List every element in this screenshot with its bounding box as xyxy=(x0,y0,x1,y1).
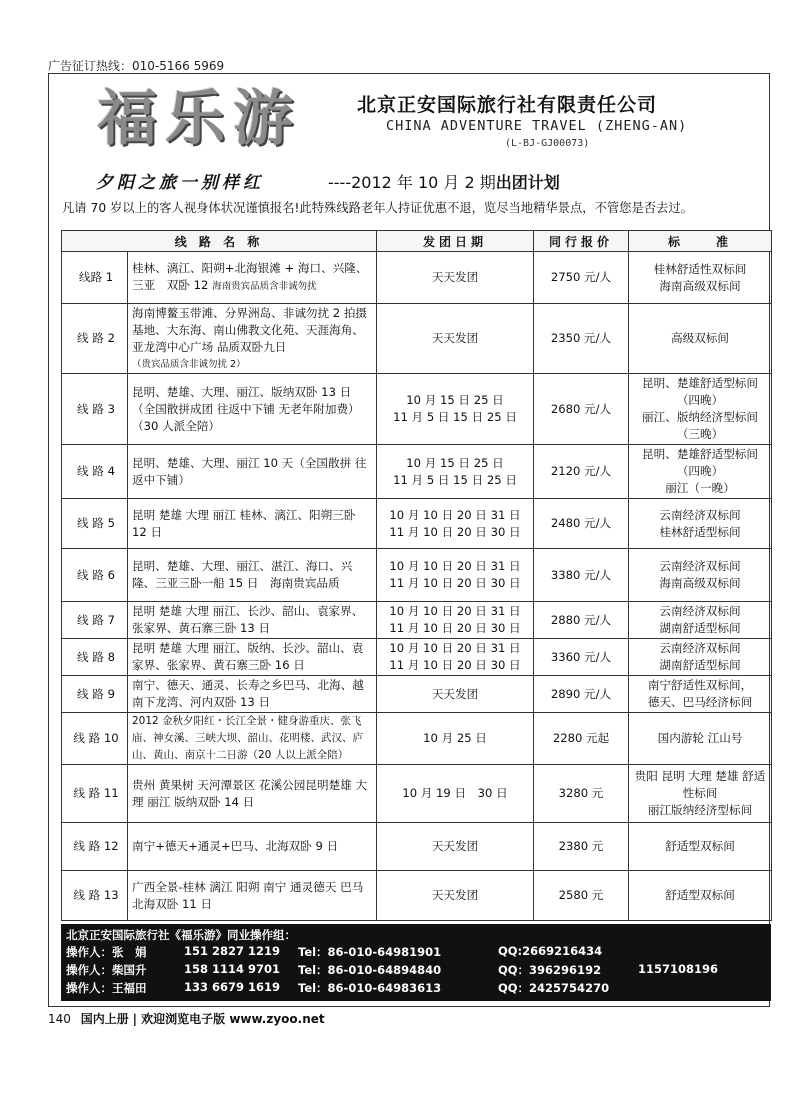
route-dates: 10 月 25 日 xyxy=(377,713,534,765)
route-desc: 昆明 楚雄 大理 丽江 桂林、漓江、阳朔三卧 12 日 xyxy=(128,499,377,549)
operator-name: 操作人：张 娟 xyxy=(66,945,147,959)
table-row xyxy=(62,765,772,823)
route-dates: 10 月 19 日 30 日 xyxy=(377,765,534,823)
table-row xyxy=(62,676,772,713)
operator-tel: Tel：86-010-64894840 xyxy=(298,963,442,977)
route-price: 2890 元/人 xyxy=(534,676,629,713)
page-footer xyxy=(48,1010,325,1027)
route-id: 线路 1 xyxy=(62,252,128,304)
route-id: 线 路 11 xyxy=(62,765,128,823)
table-row xyxy=(62,499,772,549)
route-price: 3380 元/人 xyxy=(534,549,629,602)
route-price: 2750 元/人 xyxy=(534,252,629,304)
route-dates: 天天发团 xyxy=(377,252,534,304)
route-standard: 桂林舒适性双标间 海南高级双标间 xyxy=(629,252,772,304)
route-id: 线 路 4 xyxy=(62,445,128,499)
route-standard: 贵阳 昆明 大理 楚雄 舒适性标间 丽江版纳经济型标间 xyxy=(629,765,772,823)
route-note: （贵宾品质含非诚勿扰 2） xyxy=(132,358,246,370)
route-desc: 南宁、德天、通灵、长寿之乡巴马、北海、越南下龙湾、河内双卧 13 日 xyxy=(128,676,377,713)
table-row xyxy=(62,252,772,304)
route-desc: 2012 金秋夕阳红・长江全景・健身游重庆、张飞庙、神女溪、三峡大坝、韶山、花明楼、武汉、庐山、黄山、南京十二日游（20 人以上派全陪） xyxy=(128,713,377,765)
route-desc: 贵州 黄果树 天河潭景区 花溪公园昆明楚雄 大理 丽江 版纳双卧 14 日 xyxy=(128,765,377,823)
route-price: 3360 元/人 xyxy=(534,639,629,676)
operator-qq: QQ：396296192 xyxy=(498,963,602,977)
footer-section: 国内上册 xyxy=(80,1012,129,1026)
table-row xyxy=(62,871,772,921)
route-desc xyxy=(128,252,377,304)
route-price: 2120 元/人 xyxy=(534,445,629,499)
table-header-row xyxy=(62,231,772,252)
route-id: 线 路 13 xyxy=(62,871,128,921)
route-standard: 云南经济双标间 湖南舒适型标间 xyxy=(629,639,772,676)
operator-mobile: 158 1114 9701 xyxy=(184,962,281,976)
route-price: 2680 元/人 xyxy=(534,374,629,445)
route-standard: 国内游轮 江山号 xyxy=(629,713,772,765)
route-dates: 天天发团 xyxy=(377,676,534,713)
plan-title-prefix: ----2012 年 10 月 2 期 xyxy=(328,173,496,192)
page-number: 140 xyxy=(48,1012,71,1026)
operator-name: 操作人：柴国升 xyxy=(66,963,147,977)
table-row xyxy=(62,549,772,602)
header-dates: 发团日期 xyxy=(377,231,534,252)
route-dates: 10 月 10 日 20 日 31 日 11 月 10 日 20 日 30 日 xyxy=(377,602,534,639)
route-standard: 云南经济双标间 海南高级双标间 xyxy=(629,549,772,602)
route-price: 2350 元/人 xyxy=(534,304,629,374)
route-dates: 10 月 10 日 20 日 31 日 11 月 10 日 20 日 30 日 xyxy=(377,549,534,602)
route-id: 线 路 5 xyxy=(62,499,128,549)
route-id: 线 路 10 xyxy=(62,713,128,765)
route-price: 2580 元 xyxy=(534,871,629,921)
route-dates: 10 月 10 日 20 日 31 日 11 月 10 日 20 日 30 日 xyxy=(377,499,534,549)
header-standard: 标 准 xyxy=(629,231,772,252)
route-standard: 南宁舒适性双标间， 德天、巴马经济标间 xyxy=(629,676,772,713)
operations-panel xyxy=(61,924,771,1001)
route-note: 海南贵宾品质含非诚勿扰 xyxy=(212,281,317,292)
header-price: 同行报价 xyxy=(534,231,629,252)
route-text: 海南博鳌玉带滩、分界洲岛、非诚勿扰 2 拍摄基地、大东海、南山佛教文化苑、天涯海角、亚龙湾中心广场 品质双卧九日 xyxy=(132,305,368,354)
plan-title xyxy=(328,170,560,193)
ops-title: 北京正安国际旅行社《福乐游》同业操作组： xyxy=(66,928,296,942)
route-id: 线 路 12 xyxy=(62,823,128,871)
route-standard: 云南经济双标间 湖南舒适型标间 xyxy=(629,602,772,639)
ad-hotline: 广告征订热线：010-5166 5969 xyxy=(48,59,225,73)
route-price: 2380 元 xyxy=(534,823,629,871)
route-desc: 昆明 楚雄 大理 丽江、长沙、韶山、袁家界、张家界、黄石寨三卧 13 日 xyxy=(128,602,377,639)
route-standard: 舒适型双标间 xyxy=(629,871,772,921)
route-desc: 昆明、楚雄、大理、丽江、湛江、海口、兴隆、三亚三卧一船 15 日 海南贵宾品质 xyxy=(128,549,377,602)
brand-logo: 福乐游 xyxy=(97,84,301,154)
route-standard: 昆明、楚雄舒适型标间 （四晚） 丽江、版纳经济型标间 （三晚） xyxy=(629,374,772,445)
route-desc: 昆明、楚雄、大理、丽江、版纳双卧 13 日（全国散拼成团 往返中下铺 无老年附加费）（30 人派全陪） xyxy=(128,374,377,445)
operator-extra: 1157108196 xyxy=(638,962,719,976)
age-notice: 凡请 70 岁以上的客人视身体状况谨慎报名!此特殊线路老年人持证优惠不退，览尽当地精华景点，不管您是否去过。 xyxy=(62,201,693,215)
route-desc: 昆明、楚雄、大理、丽江 10 天（全国散拼 往返中下铺） xyxy=(128,445,377,499)
route-id: 线 路 8 xyxy=(62,639,128,676)
operator-qq: QQ：2425754270 xyxy=(498,981,610,995)
operator-qq: QQ:2669216434 xyxy=(498,944,603,958)
header-route-name: 线 路 名 称 xyxy=(62,231,377,252)
route-dates: 10 月 15 日 25 日 11 月 5 日 15 日 25 日 xyxy=(377,374,534,445)
route-desc xyxy=(128,304,377,374)
table-row xyxy=(62,713,772,765)
route-price: 3280 元 xyxy=(534,765,629,823)
company-name-en: CHINA ADVENTURE TRAVEL (ZHENG-AN) xyxy=(386,118,688,134)
route-price: 2480 元/人 xyxy=(534,499,629,549)
company-name-cn: 北京正安国际旅行社有限责任公司 xyxy=(357,94,658,116)
operator-tel: Tel：86-010-64983613 xyxy=(298,981,442,995)
license-number: (L-BJ-GJ00073) xyxy=(505,138,590,149)
route-standard: 云南经济双标间 桂林舒适型标间 xyxy=(629,499,772,549)
route-id: 线 路 7 xyxy=(62,602,128,639)
route-standard: 高级双标间 xyxy=(629,304,772,374)
footer-slogan: 欢迎浏览电子版 www.zyoo.net xyxy=(141,1012,325,1026)
route-standard: 舒适型双标间 xyxy=(629,823,772,871)
operator-name: 操作人：王福田 xyxy=(66,981,147,995)
route-dates: 10 月 10 日 20 日 31 日 11 月 10 日 20 日 30 日 xyxy=(377,639,534,676)
table-row xyxy=(62,602,772,639)
route-id: 线 路 3 xyxy=(62,374,128,445)
table-row xyxy=(62,823,772,871)
route-price: 2880 元/人 xyxy=(534,602,629,639)
route-dates: 天天发团 xyxy=(377,871,534,921)
route-dates: 10 月 15 日 25 日 11 月 5 日 15 日 25 日 xyxy=(377,445,534,499)
ops-row xyxy=(66,944,766,961)
table-row xyxy=(62,639,772,676)
table-row xyxy=(62,304,772,374)
ops-row xyxy=(66,962,766,979)
route-dates: 天天发团 xyxy=(377,823,534,871)
route-price: 2280 元起 xyxy=(534,713,629,765)
table-row xyxy=(62,374,772,445)
route-text: 桂林、漓江、阳朔+北海银滩 + 海口、兴隆、三亚 双卧 12 xyxy=(132,261,368,292)
operator-mobile: 151 2827 1219 xyxy=(184,944,281,958)
route-standard: 昆明、楚雄舒适型标间 （四晚） 丽江（一晚） xyxy=(629,445,772,499)
route-desc: 昆明 楚雄 大理 丽江、版纳、长沙、韶山、袁家界、张家界、黄石寨三卧 16 日 xyxy=(128,639,377,676)
route-dates: 天天发团 xyxy=(377,304,534,374)
table-row xyxy=(62,445,772,499)
route-id: 线 路 2 xyxy=(62,304,128,374)
operator-mobile: 133 6679 1619 xyxy=(184,980,281,994)
plan-title-bold: 出团计划 xyxy=(495,173,560,192)
route-desc: 南宁+德天+通灵+巴马、北海双卧 9 日 xyxy=(128,823,377,871)
footer-divider: | xyxy=(132,1012,142,1026)
ops-row xyxy=(66,980,766,997)
route-id: 线 路 9 xyxy=(62,676,128,713)
route-id: 线 路 6 xyxy=(62,549,128,602)
route-desc: 广西全景-桂林 漓江 阳朔 南宁 通灵德天 巴马 北海双卧 11 日 xyxy=(128,871,377,921)
operator-tel: Tel：86-010-64981901 xyxy=(298,945,442,959)
slogan: 夕阳之旅一别样红 xyxy=(96,173,264,193)
route-table xyxy=(61,230,772,921)
